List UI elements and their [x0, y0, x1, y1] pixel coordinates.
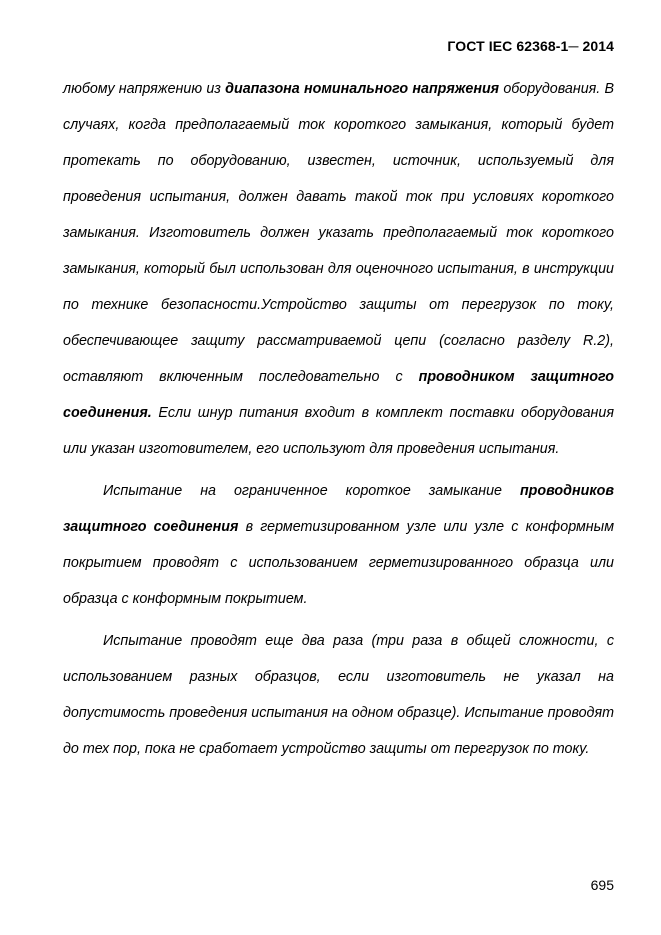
text-segment: Если шнур питания входит в комплект поставки оборудования или указан изготовителем, его используют для проведения испытания.	[63, 405, 614, 457]
text-segment-bold: проводником защитного соединения.	[63, 369, 614, 421]
document-body	[63, 71, 614, 767]
text-segment: Испытание на ограниченное короткое замыкание	[103, 483, 520, 499]
paragraph-2	[63, 473, 614, 617]
text-segment: Испытание проводят еще два раза (три раза в общей сложности, с использованием разных образцов, если изготовитель не указал на допустимость проведения испытания на одном образце). Испытание проводят до тех пор, пока не сработает устройство защиты от перегрузок по току.	[63, 633, 614, 757]
text-segment: оборудования. В случаях, когда предполагаемый ток короткого замыкания, который будет протекать по оборудованию, известен, источник, используемый для проведения испытания, должен давать такой ток при условиях короткого замыкания. Изготовитель должен указать предполагаемый ток короткого замыкания, который был использован для оценочного испытания, в инструкции по технике безопасности.Устройство защиты от перегрузок по току, обеспечивающее защиту рассматриваемой цепи (согласно разделу R.2), оставляют включенным последовательно с	[63, 81, 615, 385]
text-segment: в герметизированном узле или узле с конформным покрытием проводят с использованием герметизированного образца или образца с конформным покрытием.	[63, 519, 614, 607]
paragraph-3	[63, 623, 614, 767]
text-segment: любому напряжению из	[63, 81, 226, 97]
page-header: ГОСТ IEC 62368-1─ 2014	[447, 38, 614, 54]
text-segment-bold: проводников защитного соединения	[63, 483, 614, 535]
page-number: 695	[590, 877, 614, 893]
text-segment-bold: диапазона номинального напряжения	[225, 81, 500, 97]
paragraph-1	[63, 71, 614, 467]
